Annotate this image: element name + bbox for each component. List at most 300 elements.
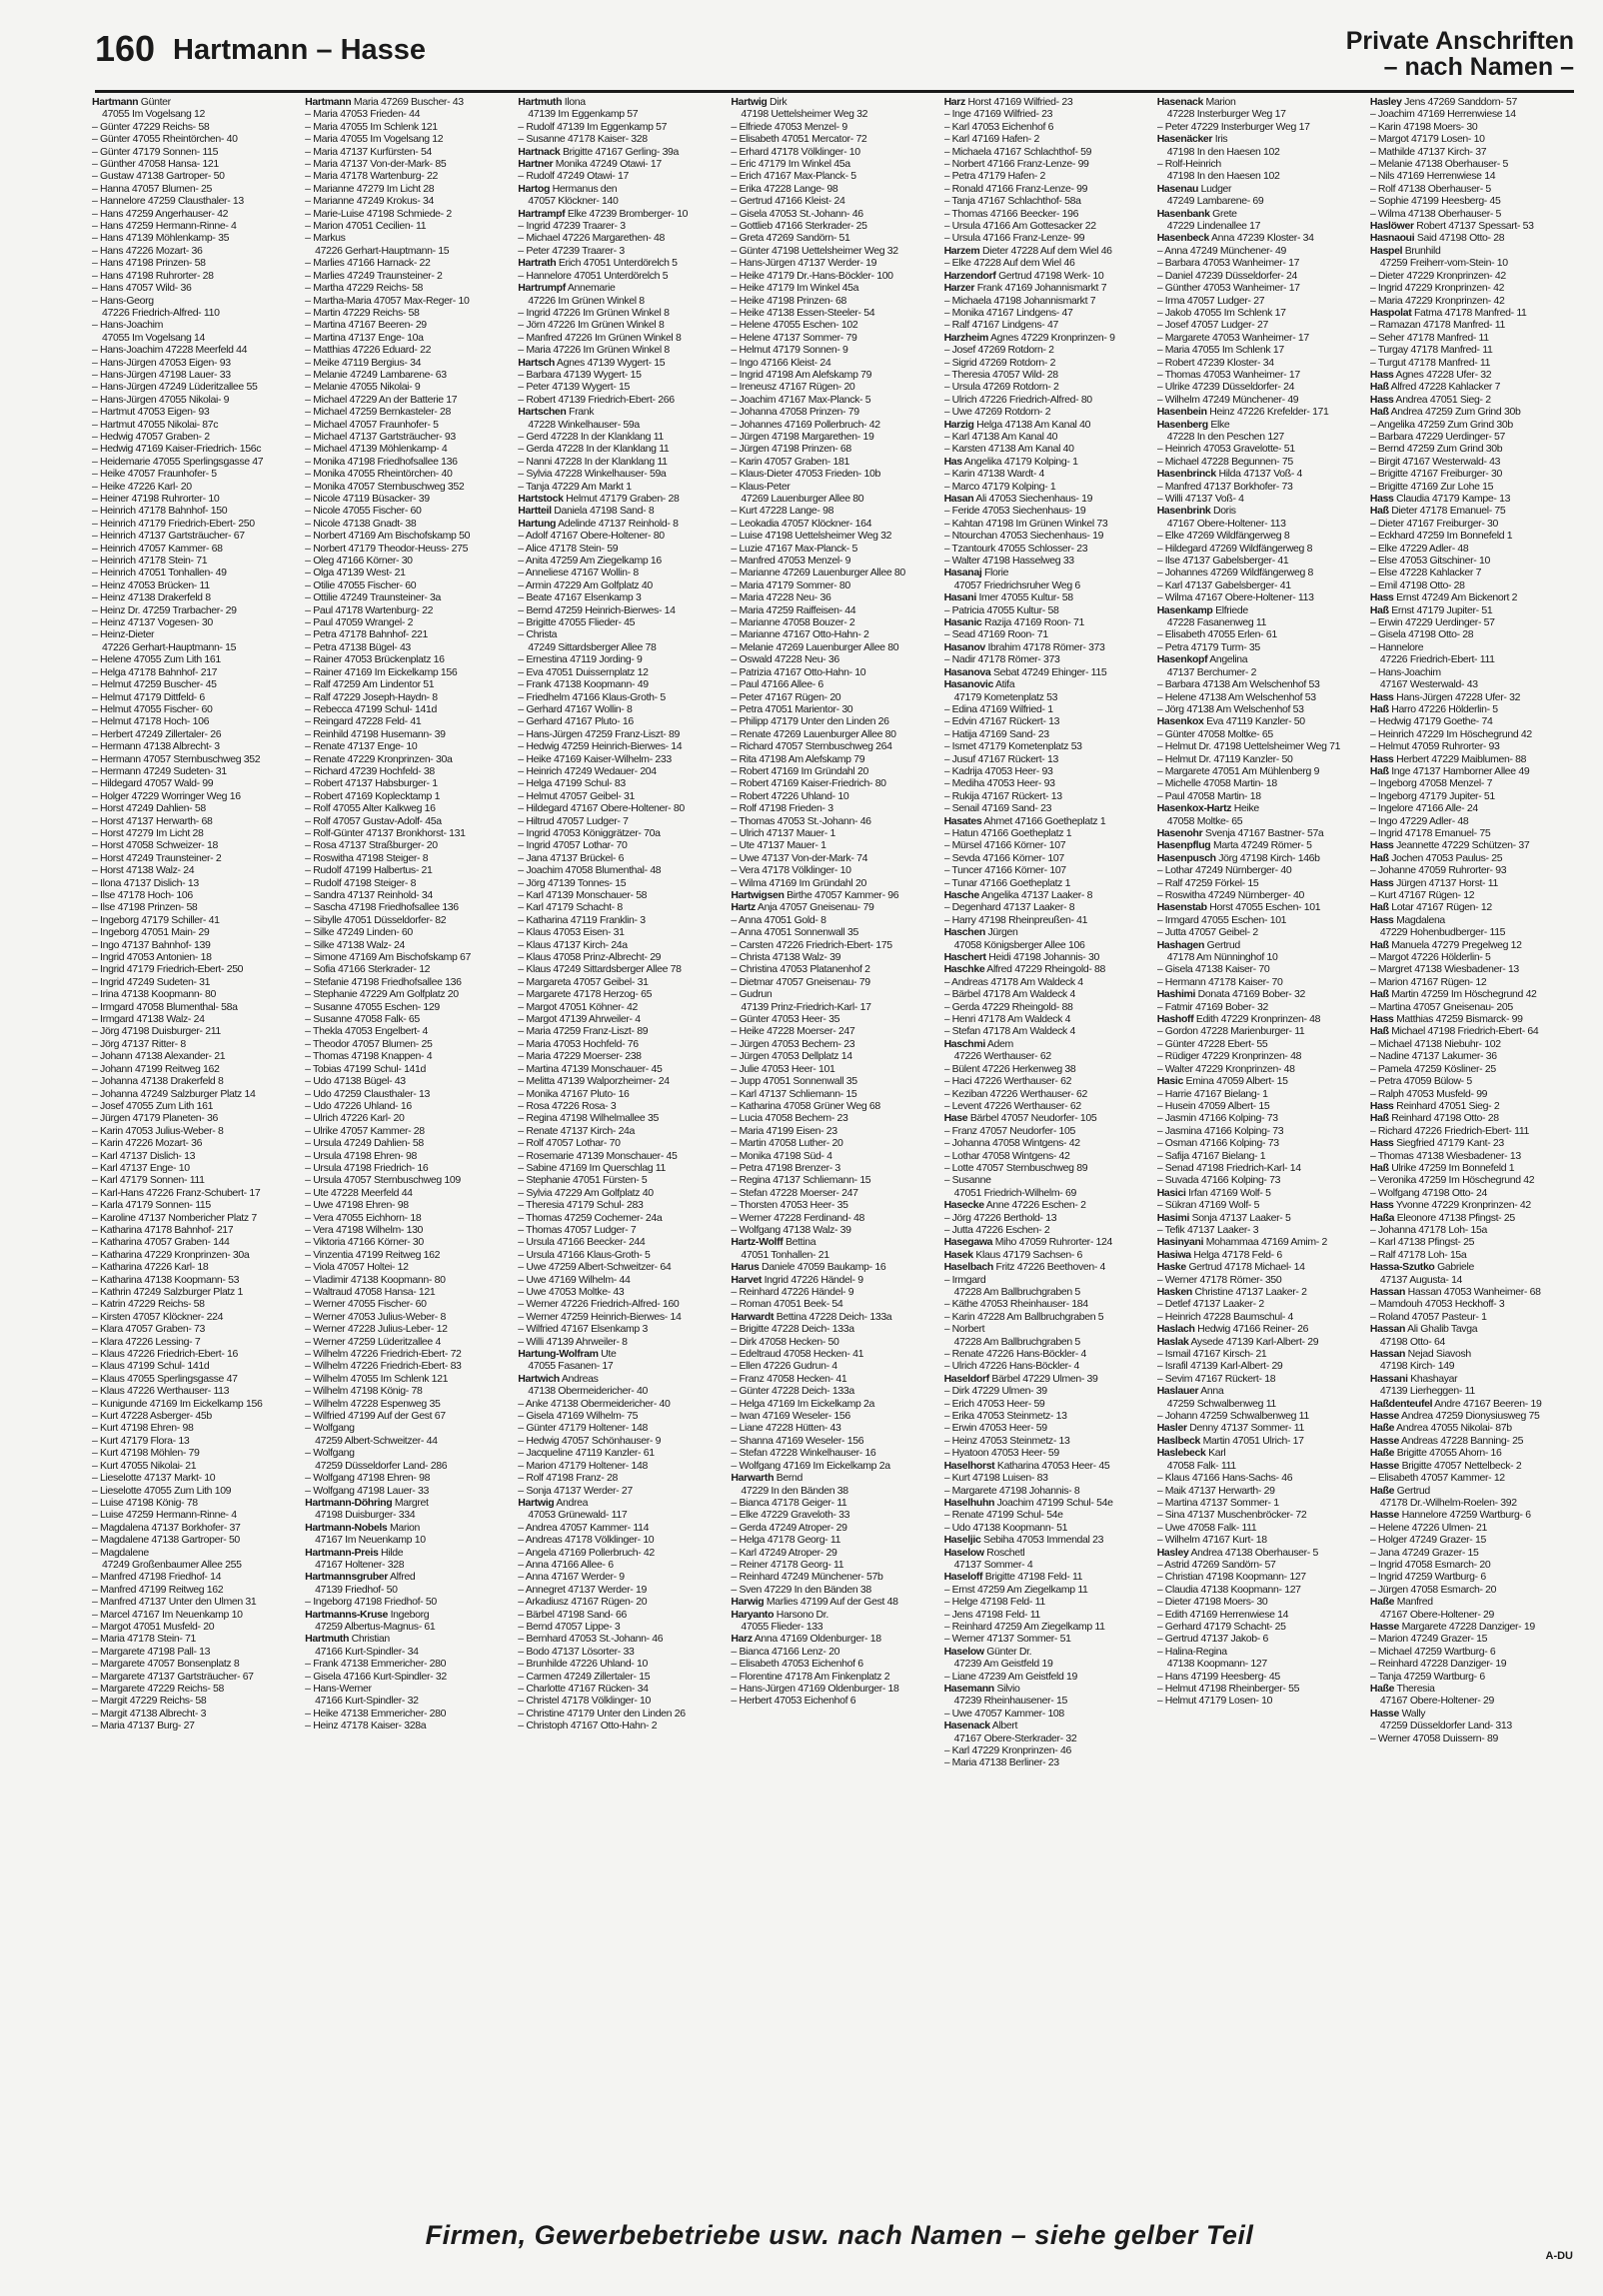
directory-entry: – Norbert 47169 Am Bischofskamp 50 <box>305 530 471 543</box>
directory-entry: – Hildegard 47167 Obere-Holtener- 80 <box>518 802 685 815</box>
surname: Haße <box>1369 1596 1395 1609</box>
directory-entry-surname: Haseloff Brigitte 47198 Feld- 11 <box>943 1571 1083 1584</box>
directory-entry-surname: Hasken Christine 47137 Laaker- 2 <box>1156 1286 1307 1298</box>
directory-entry: – Günter 47179 Sonnen- 115 <box>92 145 219 158</box>
directory-entry: – Jürgen 47053 Dellplatz 14 <box>731 1050 852 1063</box>
directory-entry: – Joachim 47167 Max-Planck- 5 <box>731 393 871 406</box>
directory-entry-surname: Hasley Jens 47269 Sanddorn- 57 <box>1369 96 1517 108</box>
directory-entry: – Jusuf 47167 Rückert- 13 <box>943 752 1058 765</box>
directory-entry-address: 47138 Obermeidericher- 40 <box>528 1385 648 1398</box>
directory-entry-surname: Hasse Brigitte 47057 Nettelbeck- 2 <box>1369 1459 1522 1472</box>
directory-entry-surname: Hasanic Razija 47169 Roon- 71 <box>943 616 1085 629</box>
directory-entry: – Maria 47053 Hochfeld- 76 <box>518 1037 639 1050</box>
directory-entry: – Jürgen 47179 Planeten- 36 <box>92 1112 218 1125</box>
directory-entry-address: 47055 Im Vogelsang 14 <box>102 331 205 344</box>
directory-entry-surname: Hass Jürgen 47137 Horst- 11 <box>1369 876 1498 889</box>
directory-entry: – Maria 47228 Neu- 36 <box>731 591 831 604</box>
directory-entry-surname: Hassan Hassan 47053 Wanheimer- 68 <box>1369 1286 1541 1298</box>
surname: Harvet <box>731 1273 763 1286</box>
directory-entry: – Elisabeth 47051 Mercator- 72 <box>731 133 867 146</box>
directory-entry: – Ralph 47053 Musfeld- 99 <box>1369 1087 1488 1100</box>
directory-entry: – Melitta 47139 Walporzheimer- 24 <box>518 1075 670 1088</box>
directory-entry-surname: Hasse Andreas 47228 Banning- 25 <box>1369 1434 1524 1447</box>
directory-entry-surname: Hassa-Szutko Gabriele <box>1369 1261 1474 1274</box>
directory-entry-surname: Haß Ernst 47179 Jupiter- 51 <box>1369 603 1493 616</box>
directory-entry-surname: Haße Manfred <box>1369 1596 1433 1609</box>
directory-entry-address: 47055 Im Vogelsang 12 <box>102 108 205 121</box>
directory-entry: – Elke 47229 Graveloth- 33 <box>731 1509 850 1522</box>
directory-entry: – Brunhilde 47226 Uhland- 10 <box>518 1658 649 1671</box>
directory-entry: – Maria 47229 Kronprinzen- 42 <box>1369 294 1505 307</box>
directory-entry-surname: Harz Anna 47169 Oldenburger- 18 <box>731 1633 881 1646</box>
directory-entry: – Regina 47137 Schliemann- 15 <box>731 1174 871 1187</box>
surname: Hassan <box>1369 1348 1406 1361</box>
directory-entry: – Jutta 47057 Geibel- 2 <box>1156 926 1258 939</box>
directory-entry-surname: Haselow Günter Dr. <box>943 1645 1032 1658</box>
directory-entry: – Manfred 47137 Unter den Ulmen 31 <box>92 1596 257 1609</box>
surname: Hasan <box>943 493 974 505</box>
directory-entry-surname: Hasani Imer 47055 Kultur- 58 <box>943 591 1073 604</box>
directory-entry: – Jürgen 47198 Prinzen- 68 <box>731 443 851 456</box>
directory-entry: – Hedwig 47057 Graben- 2 <box>92 430 210 443</box>
surname: Hassan <box>1369 1323 1406 1336</box>
surname: Hartwich <box>518 1372 560 1385</box>
directory-entry-address: 47055 Fasanen- 17 <box>528 1360 614 1373</box>
surname: Hass <box>1369 493 1394 505</box>
directory-entry: – Margarete 47137 Gartsträucher- 67 <box>92 1670 254 1683</box>
directory-entry-surname: Hase Bärbel 47057 Neudorfer- 105 <box>943 1112 1097 1125</box>
directory-entry-surname: Haske Gertrud 47178 Michael- 14 <box>1156 1261 1305 1274</box>
directory-entry-surname: Hartner Monika 47249 Otawi- 17 <box>518 158 662 171</box>
surname: Hartwigsen <box>731 889 785 901</box>
directory-entry-surname: Harzig Helga 47138 Am Kanal 40 <box>943 418 1091 431</box>
directory-entry: – Reinhard 47228 Danziger- 19 <box>1369 1658 1507 1671</box>
directory-entry-surname: Hasenbeck Anna 47239 Kloster- 34 <box>1156 232 1314 245</box>
directory-entry: – Irina 47138 Koopmann- 80 <box>92 988 216 1001</box>
directory-entry: – Dieter 47198 Moers- 30 <box>1156 1596 1268 1609</box>
directory-entry: – Hans 47198 Ruhrorter- 28 <box>92 269 214 282</box>
surname: Hasley <box>1369 96 1402 108</box>
directory-entry: – Heidemarie 47055 Sperlingsgasse 47 <box>92 455 264 468</box>
section-title <box>1346 28 1574 80</box>
directory-entry: – Kahtan 47198 Im Grünen Winkel 73 <box>943 517 1108 530</box>
directory-entry-address: 47137 Berchumer- 2 <box>1166 665 1257 678</box>
directory-entry: – Paul 47178 Wartenburg- 22 <box>305 603 434 616</box>
directory-entry: – Gisela 47138 Kaiser- 70 <box>1156 963 1270 976</box>
directory-entry: – Karl 47139 Monschauer- 58 <box>518 889 648 901</box>
directory-entry: – Uwe 47269 Rotdorn- 2 <box>943 406 1051 419</box>
directory-entry: – Erich 47167 Max-Planck- 5 <box>731 170 856 183</box>
directory-entry-surname: Hartmanns-Kruse Ingeborg <box>305 1608 430 1621</box>
page-number: 160 <box>95 28 156 69</box>
directory-entry: – Paul 47058 Martin- 18 <box>1156 789 1261 802</box>
surname: Haß <box>1369 851 1389 864</box>
directory-entry-surname: Hasanov Ibrahim 47178 Römer- 373 <box>943 640 1105 653</box>
directory-entry: – Helmut 47057 Geibel- 31 <box>518 789 636 802</box>
directory-entry: – Holger 47249 Grazer- 15 <box>1369 1534 1486 1547</box>
directory-entry: – Michaela 47167 Schlachthof- 59 <box>943 145 1092 158</box>
directory-entry-address: 47259 Freiherr-vom-Stein- 10 <box>1379 257 1508 270</box>
directory-entry-surname: Harvet Ingrid 47226 Händel- 9 <box>731 1273 863 1286</box>
directory-entry: – Renate 47137 Enge- 10 <box>305 740 418 753</box>
surname: Haße <box>1369 1447 1395 1460</box>
directory-entry: – Helene 47137 Sommer- 79 <box>731 331 857 344</box>
directory-entry-surname: Hasegawa Miho 47059 Ruhrorter- 124 <box>943 1236 1113 1249</box>
directory-entry: – Lothar 47058 Wintgens- 42 <box>943 1149 1070 1162</box>
directory-entry: – Michael 47259 Wartburg- 6 <box>1369 1645 1496 1658</box>
directory-entry: – Viola 47057 Holtei- 12 <box>305 1261 409 1274</box>
directory-entry-address: 47226 Gerhart-Hauptmann- 15 <box>102 640 237 653</box>
directory-entry: – Johannes 47169 Pollerbruch- 42 <box>731 418 880 431</box>
surname: Hasanovic <box>943 678 993 691</box>
directory-entry-surname: Hasanaj Florie <box>943 567 1009 579</box>
directory-entry: – Johanna 47058 Wintgens- 42 <box>943 1137 1080 1150</box>
directory-entry: – Mathilde 47137 Kirch- 37 <box>1369 145 1487 158</box>
directory-entry: – Margot 47226 Hölderlin- 5 <box>1369 951 1491 964</box>
directory-entry: – Beate 47167 Elsenkamp 3 <box>518 591 642 604</box>
directory-entry: – Ilse 47137 Gabelsberger- 41 <box>1156 555 1289 568</box>
directory-entry: – Hans-Jürgen 47259 Franz-Liszt- 89 <box>518 727 680 740</box>
directory-entry: – Sevda 47166 Körner- 107 <box>943 851 1064 864</box>
directory-entry: – Robert 47226 Uhland- 10 <box>731 789 849 802</box>
directory-entry: – Rolf 47138 Oberhauser- 5 <box>1369 182 1491 195</box>
directory-entry: – Johann 47259 Schwalbenweg 11 <box>1156 1410 1309 1423</box>
directory-entry-surname: Haslak Aysede 47139 Karl-Albert- 29 <box>1156 1335 1319 1348</box>
directory-entry-address: 47166 Kurt-Spindler- 34 <box>315 1645 419 1658</box>
directory-entry: – Gisela 47198 Otto- 28 <box>1369 628 1474 641</box>
directory-entry: – Richard 47239 Hochfeld- 38 <box>305 764 435 777</box>
surname: Hasse <box>1369 1434 1400 1447</box>
directory-entry: – Michelle 47058 Martin- 18 <box>1156 777 1277 790</box>
directory-entry: – Jörg 47198 Duisburger- 211 <box>92 1025 221 1038</box>
directory-entry: – Edvin 47167 Rückert- 13 <box>943 715 1060 728</box>
surname: Hartrumpf <box>518 282 566 295</box>
directory-entry: – Ulrich 47226 Karl- 20 <box>305 1112 405 1125</box>
directory-entry: – Ursula 47166 Beecker- 244 <box>518 1236 646 1249</box>
surname: Haryanto <box>731 1608 775 1621</box>
surname: Haß <box>1369 1161 1389 1174</box>
surname: Harwig <box>731 1596 765 1609</box>
directory-entry: – Hedwig 47057 Schönhauser- 9 <box>518 1434 662 1447</box>
directory-column-2 <box>305 96 512 2212</box>
directory-entry: – Sylvia 47228 Winkelhauser- 59a <box>518 468 667 481</box>
directory-entry: – Fatmir 47169 Bober- 32 <box>1156 1000 1268 1013</box>
surname: Haß <box>1369 381 1389 394</box>
directory-entry: – Rosa 47137 Straßburger- 20 <box>305 839 438 852</box>
directory-entry: – Helga 47178 Bahnhof- 217 <box>92 665 218 678</box>
directory-entry-address: 47051 Friedrich-Wilhelm- 69 <box>953 1186 1076 1199</box>
directory-entry: – Karin 47138 Wardt- 4 <box>943 468 1045 481</box>
directory-entry: – Johanna 47249 Salzburger Platz 14 <box>92 1087 256 1100</box>
directory-entry-surname: Hasse Andrea 47259 Dionysiusweg 75 <box>1369 1410 1540 1423</box>
directory-entry: – Walter 47229 Kronprinzen- 48 <box>1156 1062 1295 1075</box>
directory-entry: – Lieselotte 47055 Zum Lith 109 <box>92 1484 232 1497</box>
directory-entry: – Ralf 47167 Lindgens- 47 <box>943 319 1058 332</box>
directory-entry-surname: Hasenack Albert <box>943 1720 1018 1732</box>
directory-entry-address: 47228 Am Ballbruchgraben 5 <box>953 1286 1080 1298</box>
directory-entry-surname: Hasenstab Horst 47055 Eschen- 101 <box>1156 901 1321 914</box>
directory-entry: – Jürgen 47058 Esmarch- 20 <box>1369 1583 1497 1596</box>
directory-entry: – Maria 47055 Im Schlenk 17 <box>1156 344 1284 357</box>
directory-entry-surname: Hartrath Erich 47051 Unterdörelch 5 <box>518 257 678 270</box>
directory-entry: – Ingelore 47166 Alle- 24 <box>1369 802 1478 815</box>
directory-entry-surname: Hass Agnes 47228 Ufer- 32 <box>1369 368 1492 381</box>
directory-entry: – Robert 47239 Kloster- 34 <box>1156 356 1274 369</box>
directory-entry: – Margot 47051 Musfeld- 20 <box>92 1620 215 1633</box>
directory-entry: – Feride 47053 Siechenhaus- 19 <box>943 505 1086 518</box>
directory-entry: – Werner 47137 Sommer- 51 <box>943 1633 1071 1646</box>
directory-entry: – Robert 47169 Im Gründahl 20 <box>731 764 868 777</box>
directory-entry: – Franz 47058 Hecken- 41 <box>731 1372 847 1385</box>
directory-entry: – Waltraud 47058 Hansa- 121 <box>305 1286 436 1298</box>
surname: Hasic <box>1156 1075 1183 1088</box>
section-title-line-2: – nach Namen – <box>1383 53 1574 81</box>
directory-entry: – Michael 47138 Niebuhr- 102 <box>1369 1037 1501 1050</box>
directory-entry-surname: Hashagen Gertrud <box>1156 938 1240 951</box>
directory-entry: – Nicole 47055 Fischer- 60 <box>305 505 422 518</box>
directory-entry: – Heinrich 47051 Tonhallen- 49 <box>92 567 227 579</box>
surname: Hasanic <box>943 616 982 629</box>
surname: Hasani <box>943 591 976 604</box>
surname: Haslauer <box>1156 1385 1199 1398</box>
directory-entry: – Edeltraud 47058 Hecken- 41 <box>731 1348 864 1361</box>
directory-entry: – Hiltrud 47057 Ludger- 7 <box>518 814 629 827</box>
directory-entry: – Friedhelm 47166 Klaus-Groth- 5 <box>518 690 666 703</box>
directory-entry: – Gisela 47053 St.-Johann- 46 <box>731 207 863 220</box>
directory-entry: – Wilhelm 47226 Friedrich-Ebert- 83 <box>305 1360 462 1373</box>
surname: Haß <box>1369 901 1389 914</box>
directory-entry-surname: Hartmuth Christian <box>305 1633 390 1646</box>
directory-entry-surname: Haselbach Fritz 47226 Beethoven- 4 <box>943 1261 1106 1274</box>
directory-entry: – Wilhelm 47249 Münchener- 49 <box>1156 393 1299 406</box>
directory-entry: – Monika 47198 Friedhofsallee 136 <box>305 455 458 468</box>
directory-entry-address: 47137 Augusta- 14 <box>1379 1273 1463 1286</box>
directory-entry: – Bärbel 47178 Am Waldeck 4 <box>943 988 1075 1001</box>
directory-entry: – Elisabeth 47057 Kammer- 12 <box>1369 1472 1505 1485</box>
directory-entry: – Klaus 47053 Eisen- 31 <box>518 926 625 939</box>
directory-entry: – Wilma 47167 Obere-Holtener- 113 <box>1156 591 1314 604</box>
directory-entry: – Hatun 47166 Goetheplatz 1 <box>943 826 1072 839</box>
surname: Hartmuth <box>518 96 563 108</box>
directory-entry-surname: Has Angelika 47179 Kolping- 1 <box>943 455 1078 468</box>
directory-entry-address: 47138 Koopmann- 127 <box>1166 1658 1267 1671</box>
surname: Hashimi <box>1156 988 1196 1001</box>
directory-entry: – Vera 47178 Völklinger- 10 <box>731 864 851 877</box>
directory-entry: – Klara 47226 Lessing- 7 <box>92 1335 201 1348</box>
directory-entry-surname: Haße Theresia <box>1369 1683 1435 1695</box>
directory-entry: – Helga 47169 Im Eickelkamp 2a <box>731 1397 875 1410</box>
directory-entry: – Vera 47055 Eichhorn- 18 <box>305 1211 422 1224</box>
directory-entry: – Helmut 47055 Fischer- 60 <box>92 702 213 715</box>
directory-entry: – Daniel 47239 Düsseldorfer- 24 <box>1156 269 1298 282</box>
directory-entry: – Monika 47057 Sternbuschweg 352 <box>305 480 465 493</box>
directory-entry: – Hans 47259 Angerhauser- 42 <box>92 207 229 220</box>
directory-entry: – Margarete 47198 Pall- 13 <box>92 1645 211 1658</box>
surname: Haßa <box>1369 1211 1395 1224</box>
directory-entry-surname: Hasler Denny 47137 Sommer- 11 <box>1156 1422 1304 1435</box>
directory-entry: – Dieter 47167 Freiburger- 30 <box>1369 517 1499 530</box>
directory-entry-surname: Haslach Hedwig 47166 Reiner- 26 <box>1156 1323 1309 1336</box>
directory-entry: – Werner 47058 Duissern- 89 <box>1369 1731 1498 1744</box>
surname: Hasegawa <box>943 1236 993 1249</box>
directory-entry-address: 47259 Schwalbenweg 11 <box>1166 1397 1276 1410</box>
directory-entry-surname: Haseljic Sebiha 47053 Immendal 23 <box>943 1534 1104 1547</box>
directory-entry: – Richard 47057 Sternbuschweg 264 <box>731 740 892 753</box>
directory-entry: – Hans 47226 Mozart- 36 <box>92 244 203 257</box>
directory-entry: – Thomas 47198 Knappen- 4 <box>305 1050 433 1063</box>
directory-entry: – Silke 47249 Linden- 60 <box>305 926 413 939</box>
directory-entry-surname: Hartnack Brigitte 47167 Gerling- 39a <box>518 145 680 158</box>
directory-entry-surname: Hasenbrink Doris <box>1156 505 1236 518</box>
surname: Harwardt <box>731 1310 775 1323</box>
surname: Haschert <box>943 951 986 964</box>
directory-entry: – Haci 47226 Werthauser- 62 <box>943 1075 1072 1088</box>
surname: Hass <box>1369 690 1394 703</box>
directory-entry-surname: Hassani Khashayar <box>1369 1372 1458 1385</box>
directory-entry: – Thorsten 47053 Heer- 35 <box>731 1199 848 1212</box>
directory-entry: – Bianca 47178 Geiger- 11 <box>731 1496 847 1509</box>
directory-entry-address: 47167 Westerwald- 43 <box>1379 678 1478 691</box>
directory-entry: – Gottlieb 47166 Sterkrader- 25 <box>731 220 867 233</box>
directory-entry: – Seher 47178 Manfred- 11 <box>1369 331 1489 344</box>
directory-entry: – Wolfgang 47198 Ehren- 98 <box>305 1472 431 1485</box>
directory-entry: – Margarete 47053 Wanheimer- 17 <box>1156 331 1309 344</box>
surname: Haß <box>1369 406 1389 419</box>
directory-entry: – Philipp 47179 Unter den Linden 26 <box>731 715 889 728</box>
surname: Hasenkox-Hartz <box>1156 802 1232 815</box>
directory-entry: – Hannelore <box>1369 640 1424 653</box>
directory-entry-surname: Hasanova Sebat 47249 Ehinger- 115 <box>943 665 1107 678</box>
directory-entry: – Johann 47199 Reitweg 162 <box>92 1062 220 1075</box>
directory-entry: – Bodo 47137 Lösorter- 33 <box>518 1645 635 1658</box>
directory-entry: – Wolfgang 47198 Lauer- 33 <box>305 1484 429 1497</box>
directory-entry: – Turgay 47178 Manfred- 11 <box>1369 344 1493 357</box>
directory-entry-surname: Haß Michael 47198 Friedrich-Ebert- 64 <box>1369 1025 1539 1038</box>
directory-entry: – Helge 47198 Feld- 11 <box>943 1596 1045 1609</box>
directory-entry-surname: Haslöwer Robert 47137 Spessart- 53 <box>1369 220 1534 233</box>
directory-entry: – Michael 47139 Möhlenkamp- 4 <box>305 443 448 456</box>
directory-entry: – Hans 47139 Möhlenkamp- 35 <box>92 232 230 245</box>
directory-entry: – Norbert 47179 Theodor-Heuss- 275 <box>305 542 469 555</box>
directory-entry-address: 47139 Prinz-Friedrich-Karl- 17 <box>741 1000 871 1013</box>
directory-entry-surname: Haß Jochen 47053 Paulus- 25 <box>1369 851 1503 864</box>
surname: Haße <box>1369 1422 1395 1435</box>
directory-entry: – Günter 47055 Rheintörchen- 40 <box>92 133 238 146</box>
directory-entry-surname: Haspel Brunhild <box>1369 244 1441 257</box>
directory-entry-surname: Hartsch Agnes 47139 Wygert- 15 <box>518 356 666 369</box>
surname: Hass <box>1369 752 1394 765</box>
directory-entry: – Heinz-Dieter <box>92 628 155 641</box>
surname: Haspolat <box>1369 306 1412 319</box>
directory-entry: – Manfred 47198 Friedhof- 14 <box>92 1571 222 1584</box>
directory-entry: – Heiner 47198 Ruhrorter- 10 <box>92 493 220 505</box>
directory-entry-surname: Haslbeck Martin 47051 Ulrich- 17 <box>1156 1434 1304 1447</box>
directory-entry: – Reinhard 47226 Händel- 9 <box>731 1286 854 1298</box>
surname: Hasenau <box>1156 182 1199 195</box>
directory-entry: – Ulrich 47226 Hans-Böckler- 4 <box>943 1360 1079 1373</box>
directory-entry: – Rosemarie 47139 Monschauer- 45 <box>518 1149 678 1162</box>
directory-entry: – Klaus 47166 Hans-Sachs- 46 <box>1156 1472 1293 1485</box>
directory-entry-surname: Hasici Irfan 47169 Wolf- 5 <box>1156 1186 1271 1199</box>
directory-entry-surname: Hartwig Andrea <box>518 1496 589 1509</box>
directory-entry: – Ilona 47137 Dislich- 13 <box>92 876 199 889</box>
directory-entry: – Heinz 47138 Drakerfeld 8 <box>92 591 211 604</box>
directory-entry: – Robert 47169 Koplecktamp 1 <box>305 789 441 802</box>
directory-entry: – Roswitha 47198 Steiger- 8 <box>305 851 429 864</box>
directory-entry: – Liane 47228 Hütten- 43 <box>731 1422 841 1435</box>
directory-entry: – Martha 47229 Reichs- 58 <box>305 282 424 295</box>
directory-entry: – Rudolf 47198 Steiger- 8 <box>305 876 417 889</box>
directory-entry: – Andreas 47178 Am Waldeck 4 <box>943 975 1083 988</box>
directory-entry: – Udo 47226 Uhland- 16 <box>305 1099 412 1112</box>
directory-entry: – Irmgard 47055 Eschen- 101 <box>1156 913 1287 926</box>
directory-entry: – Renate 47229 Kronprinzen- 30a <box>305 752 453 765</box>
directory-entry-address: 47228 Fasanenweg 11 <box>1166 616 1267 629</box>
directory-entry: – Heinrich 47228 Baumschul- 4 <box>1156 1310 1294 1323</box>
directory-entry-surname: Hasic Emina 47059 Albert- 15 <box>1156 1075 1288 1088</box>
directory-entry: – Edina 47169 Wilfried- 1 <box>943 702 1053 715</box>
directory-entry-surname: Hartteil Daniela 47198 Sand- 8 <box>518 505 655 518</box>
directory-entry: – Paul 47166 Allee- 6 <box>731 678 823 691</box>
directory-entry: – Stefanie 47198 Friedhofsallee 136 <box>305 975 462 988</box>
surname: Harz <box>943 96 965 108</box>
directory-entry: – Heike 47198 Prinzen- 68 <box>731 294 847 307</box>
surname: Hasenkamp <box>1156 603 1213 616</box>
directory-entry: – Otilie 47055 Fischer- 60 <box>305 578 417 591</box>
directory-entry: – Heike 47169 Kaiser-Wilhelm- 233 <box>518 752 672 765</box>
directory-entry: – Vladimir 47138 Koopmann- 80 <box>305 1273 446 1286</box>
directory-entry: – Hanna 47057 Blumen- 25 <box>92 182 213 195</box>
directory-entry: – Greta 47269 Sandörn- 51 <box>731 232 850 245</box>
region-code: A-DU <box>1545 2250 1573 2262</box>
directory-entry: – Luzie 47167 Max-Planck- 5 <box>731 542 857 555</box>
directory-entry: – Sead 47169 Roon- 71 <box>943 628 1048 641</box>
surname: Hasinyani <box>1156 1236 1204 1249</box>
directory-entry: – Tanja 47229 Am Markt 1 <box>518 480 632 493</box>
directory-entry: – Stefan 47228 Moerser- 247 <box>731 1186 858 1199</box>
directory-entry: – Florentine 47178 Am Finkenplatz 2 <box>731 1670 890 1683</box>
directory-entry: – Bernd 47259 Zum Grind 30b <box>1369 443 1503 456</box>
directory-entry: – Maria 47226 Im Grünen Winkel 8 <box>518 344 670 357</box>
directory-entry: – Sonja 47137 Werder- 27 <box>518 1484 633 1497</box>
directory-entry: – Marion 47051 Cecilien- 11 <box>305 220 427 233</box>
directory-entry: – Mediha 47053 Heer- 93 <box>943 777 1055 790</box>
directory-entry: – Helmut 47198 Rheinberger- 55 <box>1156 1683 1300 1695</box>
directory-entry-surname: Hasenohr Svenja 47167 Bastner- 57a <box>1156 826 1324 839</box>
directory-entry-address: 47226 Im Grünen Winkel 8 <box>528 294 645 307</box>
surname: Hartmannsgruber <box>305 1571 388 1584</box>
directory-entry: – Magdalene 47138 Gartroper- 50 <box>92 1534 240 1547</box>
directory-entry-surname: Hass Herbert 47229 Maiblumen- 88 <box>1369 752 1527 765</box>
directory-entry: – Emil 47198 Otto- 28 <box>1369 578 1465 591</box>
directory-entry: – Klaus-Peter <box>731 480 791 493</box>
directory-entry: – Maria 47055 Im Schlenk 121 <box>305 120 438 133</box>
directory-entry: – Edith 47169 Herrenwiese 14 <box>1156 1608 1289 1621</box>
surname: Haselow <box>943 1645 984 1658</box>
surname: Haslöwer <box>1369 220 1414 233</box>
directory-entry: – Thomas 47138 Wiesbadener- 13 <box>1369 1149 1521 1162</box>
surname: Hasenpusch <box>1156 851 1216 864</box>
directory-entry: – Ursula 47198 Ehren- 98 <box>305 1149 417 1162</box>
directory-entry: – Petra 47138 Bügel- 43 <box>305 640 411 653</box>
directory-entry: – Hartmut 47055 Nikolai- 87c <box>92 418 219 431</box>
directory-entry: – Martin 47229 Reichs- 58 <box>305 306 420 319</box>
directory-entry: – Vera 47198 Wilhelm- 130 <box>305 1223 424 1236</box>
directory-entry: – Thekla 47053 Engelbert- 4 <box>305 1025 429 1038</box>
surname: Hassa-Szutko <box>1369 1261 1435 1274</box>
surname: Hasenack <box>1156 96 1203 108</box>
directory-entry: – Michaela 47198 Johannismarkt 7 <box>943 294 1096 307</box>
